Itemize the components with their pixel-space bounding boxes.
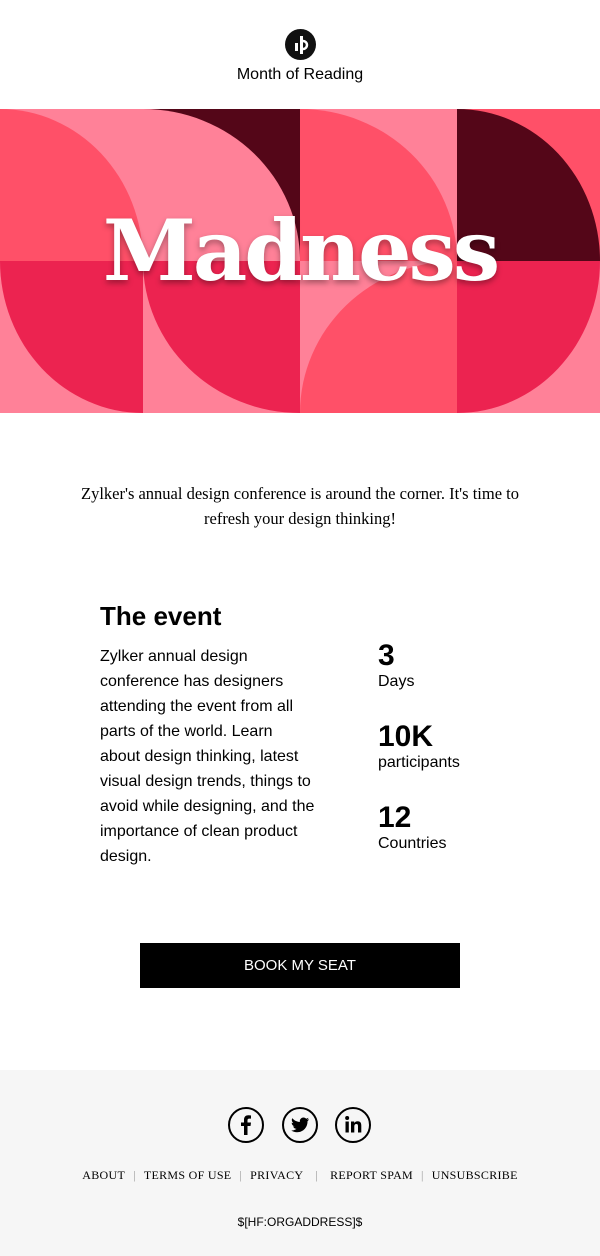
- stat-label: Countries: [378, 835, 447, 852]
- stat-value: 10K: [378, 720, 434, 753]
- book-my-seat-button[interactable]: BOOK MY SEAT: [140, 943, 460, 988]
- brand-logo-icon: [285, 29, 316, 60]
- org-address: $[HF:ORGADDRESS]$: [237, 1215, 363, 1229]
- event-description: Zylker annual design conference has designers attending the event from all parts of the world. Learn about design thinking, latest visual design trends, things to avoid while designing, and the importance of clean product design.: [100, 648, 315, 865]
- email-footer: [0, 1070, 600, 1256]
- intro-text: Zylker's annual design conference is around the corner. It's time to refresh your design thinking!: [80, 484, 519, 528]
- linkedin-icon[interactable]: [335, 1107, 371, 1143]
- footer-separator: |: [315, 1168, 319, 1182]
- footer-link-about[interactable]: ABOUT: [82, 1168, 126, 1182]
- footer-links: [0, 1167, 600, 1183]
- stat-label: participants: [378, 754, 460, 771]
- twitter-icon[interactable]: [282, 1107, 318, 1143]
- email-header: [0, 0, 600, 109]
- hero-title: Madness: [102, 201, 498, 300]
- footer-link-privacy[interactable]: PRIVACY: [250, 1168, 304, 1182]
- stat-value: 12: [378, 801, 412, 834]
- footer-link-report-spam[interactable]: REPORT SPAM: [330, 1168, 414, 1182]
- stat-countries: [378, 802, 446, 854]
- stat-label: Days: [378, 673, 415, 690]
- stat-days: [378, 640, 414, 692]
- footer-link-terms-of-use[interactable]: TERMS OF USE: [143, 1168, 232, 1182]
- footer-link-unsubscribe[interactable]: UNSUBSCRIBE: [431, 1168, 518, 1182]
- event-heading: The event: [100, 601, 222, 631]
- stat-participants: [378, 721, 460, 773]
- footer-separator: |: [421, 1168, 424, 1182]
- footer-separator: |: [239, 1168, 243, 1182]
- brand-name: Month of Reading: [236, 66, 364, 83]
- hero-banner: [0, 109, 600, 413]
- stat-value: 3: [378, 639, 395, 672]
- facebook-icon[interactable]: [228, 1107, 264, 1143]
- footer-separator: |: [133, 1168, 136, 1182]
